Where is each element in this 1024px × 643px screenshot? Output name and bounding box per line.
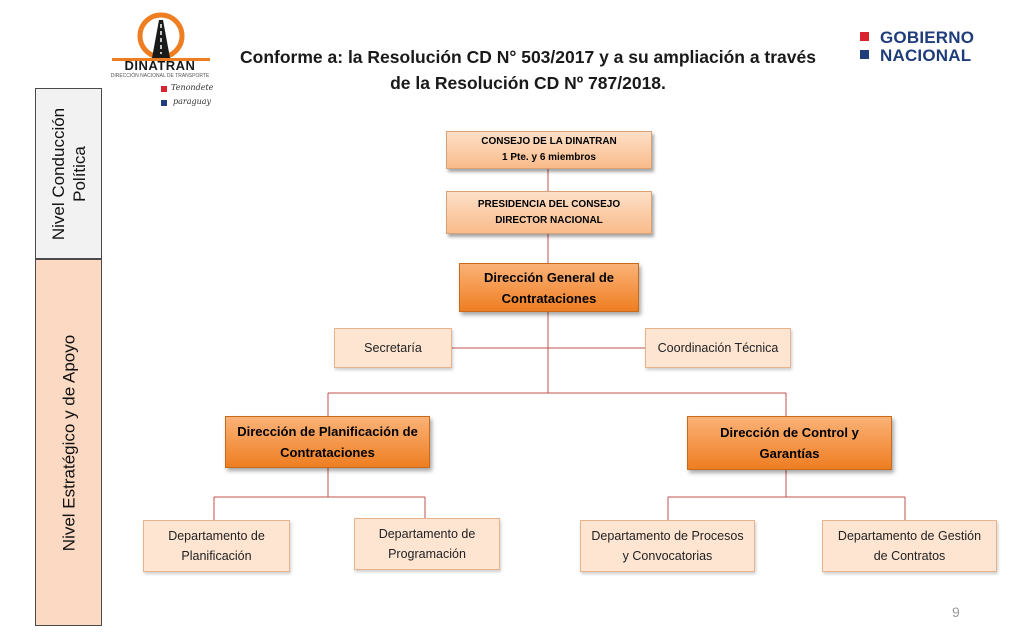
level-political-label: Nivel Conducción Política <box>48 107 89 240</box>
box-dir-planificacion <box>225 416 430 468</box>
dinatran-subtitle: DIRECCIÓN NACIONAL DE TRANSPORTE <box>110 73 210 79</box>
box-dep-gestion <box>822 520 997 572</box>
dep-procesos-line1: Departamento de Procesos <box>591 529 744 543</box>
slogan-line1: Tenondete <box>171 83 214 92</box>
presidencia-line1: PRESIDENCIA DEL CONSEJO <box>477 198 621 210</box>
dep-programacion-line1: Departamento de <box>378 527 476 541</box>
dep-procesos-line2: y Convocatorias <box>622 549 713 563</box>
title-line-1: Conforme a: la Resolución CD N° 503/2017 y a su ampliación a través <box>240 47 816 67</box>
box-secretaria <box>334 328 452 368</box>
dinatran-wordmark: DINATRAN <box>124 58 196 73</box>
presidencia-line2: DIRECTOR NACIONAL <box>495 214 603 226</box>
direccion-general-line2: Contrataciones <box>501 290 597 306</box>
dep-programacion-line2: Programación <box>388 547 466 561</box>
gov-line-1: GOBIERNO <box>880 28 975 47</box>
gov-blue-square <box>860 50 869 59</box>
dir-planificacion-line2: Contrataciones <box>280 445 375 460</box>
consejo-line2: 1 Pte. y 6 miembros <box>502 152 596 163</box>
page-title <box>226 44 830 96</box>
slogan-line2: paraguay <box>173 97 212 106</box>
level-strategic-label: Nivel Estratégico y de Apoyo <box>59 334 78 551</box>
dinatran-logo <box>108 6 218 112</box>
level-political <box>35 88 102 259</box>
box-presidencia <box>446 191 652 234</box>
box-dep-programacion <box>354 518 500 570</box>
box-dep-planificacion <box>143 520 290 572</box>
gov-line-2: NACIONAL <box>880 46 972 65</box>
dir-control-line2: Garantías <box>759 446 820 461</box>
dir-control-line1: Dirección de Control y <box>720 425 859 440</box>
dir-planificacion-line1: Dirección de Planificación de <box>237 424 418 439</box>
flag-red-square <box>161 86 167 92</box>
page-number: 9 <box>952 604 960 620</box>
dep-planificacion-line1: Departamento de <box>168 529 265 543</box>
box-coordinacion <box>645 328 791 368</box>
box-dir-control <box>687 416 892 470</box>
coordinacion-label: Coordinación Técnica <box>657 341 779 355</box>
box-consejo <box>446 131 652 169</box>
gobierno-nacional-logo <box>858 28 988 68</box>
flag-blue-square <box>161 100 167 106</box>
direccion-general-line1: Dirección General de <box>483 269 615 285</box>
dep-planificacion-line2: Planificación <box>181 549 252 563</box>
box-dep-procesos <box>580 520 755 572</box>
level-strategic <box>35 259 102 626</box>
dep-gestion-line2: de Contratos <box>873 549 946 563</box>
dep-gestion-line1: Departamento de Gestión <box>837 529 982 543</box>
title-line-2: de la Resolución CD Nº 787/2018. <box>390 73 666 93</box>
gov-red-square <box>860 32 869 41</box>
box-direccion-general <box>459 263 639 312</box>
consejo-line1: CONSEJO DE LA DINATRAN <box>481 136 617 147</box>
secretaria-label: Secretaría <box>364 341 422 355</box>
